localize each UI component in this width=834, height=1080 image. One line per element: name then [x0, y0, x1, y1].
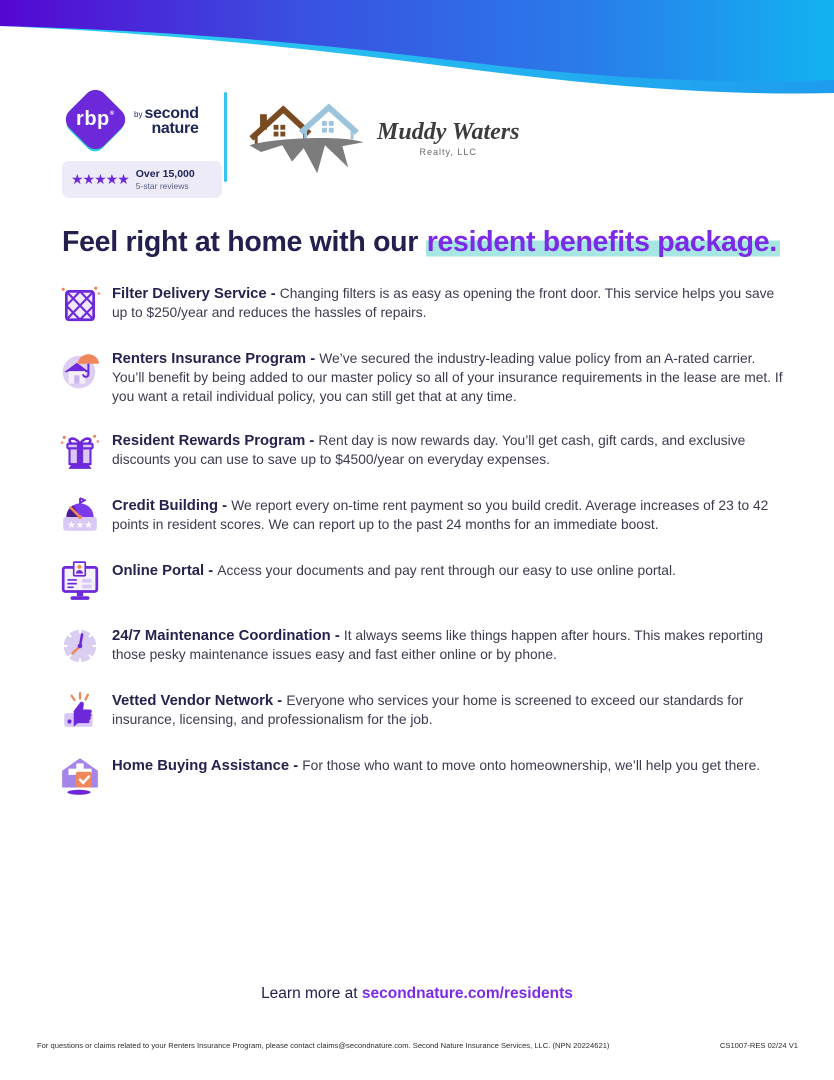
thumbs-up-icon — [59, 690, 101, 732]
doc-code: CS1007-RES 02/24 V1 — [719, 1041, 798, 1050]
rbp-logo — [62, 88, 128, 154]
benefit-description: Rent day is now rewards day. You’ll get cash, gift cards, and exclusive discounts you can use to save up to $4500/year on everyday expenses. — [112, 432, 746, 467]
benefit-separator: - — [266, 286, 280, 302]
by-label: by — [134, 110, 143, 120]
filter-icon — [59, 283, 101, 325]
second-nature-name: second nature — [144, 105, 199, 137]
benefit-online-portal — [59, 560, 783, 602]
house-check-icon — [59, 755, 101, 797]
benefit-credit-building — [59, 495, 783, 537]
reviews-count: Over 15,000 — [135, 168, 195, 180]
benefits-list — [59, 283, 783, 797]
benefit-renters-insurance — [59, 348, 783, 407]
headline-highlight: resident benefits package. — [426, 226, 780, 258]
benefit-title: Renters Insurance Program — [112, 351, 307, 367]
headline-prefix: Feel right at home with our — [62, 226, 426, 258]
brand-divider — [224, 92, 227, 182]
second-nature-wordmark — [134, 105, 199, 136]
muddy-waters-subtitle: Realty, LLC — [419, 147, 477, 157]
benefit-title: Resident Rewards Program — [112, 432, 306, 449]
benefit-separator: - — [289, 757, 303, 774]
benefit-vetted-vendor — [59, 690, 783, 732]
muddy-waters-logo — [247, 90, 519, 182]
reviews-badge — [62, 161, 222, 198]
benefit-filter-delivery — [59, 283, 783, 325]
benefit-separator: - — [330, 627, 344, 644]
muddy-waters-houses-icon — [247, 90, 369, 182]
benefit-description: We’ve secured the industry-leading value policy from an A-rated carrier. You’ll benefit by being added to our master policy so all of your insurance requirements in the lease are met. If you want a retail individual policy, you can still get that at any time. — [112, 351, 783, 404]
brand-row — [62, 88, 519, 198]
learn-more-line — [0, 985, 834, 1003]
benefit-separator: - — [305, 432, 319, 449]
benefit-description: Everyone who services your home is screened to exceed our standards for insurance, licensing, and professionalism for the job. — [112, 692, 744, 727]
rbp-logo-text: rbp® — [76, 107, 115, 130]
benefit-description: Changing filters is as easy as opening the front door. This service helps you save up to $250/year and reduces the hassles of repairs. — [112, 286, 775, 321]
benefit-home-buying — [59, 755, 783, 797]
learn-more-prefix: Learn more at — [261, 985, 362, 1002]
benefit-title: Home Buying Assistance — [112, 757, 290, 774]
benefit-separator: - — [204, 562, 218, 579]
benefit-description: For those who want to move onto homeownership, we’ll help you get there. — [302, 757, 761, 773]
muddy-waters-name: Muddy Waters — [377, 119, 520, 145]
svg-text:★★★: ★★★ — [67, 519, 93, 531]
gift-icon — [59, 430, 101, 472]
benefit-title: Filter Delivery Service — [112, 286, 267, 302]
benefit-separator: - — [306, 351, 320, 367]
benefit-resident-rewards — [59, 430, 783, 472]
fine-print: For questions or claims related to your Renters Insurance Program, please contact claims@secondnature.com. Second Nature Insurance Services, LLC. (NPN 20224621) — [37, 1041, 610, 1050]
rbp-logo-block — [62, 88, 222, 198]
benefit-title: Online Portal — [112, 562, 205, 579]
benefit-separator: - — [273, 692, 287, 709]
credit-gauge-icon — [59, 495, 101, 537]
benefit-title: Vetted Vendor Network — [112, 692, 274, 709]
benefit-description: It always seems like things happen after hours. This makes reporting those pesky maintenance issues easy and fast either online or by phone. — [112, 627, 764, 662]
benefit-title: Credit Building — [112, 497, 219, 514]
benefit-description: We report every on-time rent payment so you build credit. Average increases of 23 to 42 points in resident scores. We can report up to the past 24 months for an immediate boost. — [112, 497, 769, 532]
benefit-separator: - — [218, 497, 232, 514]
reviews-label: 5-star reviews — [135, 181, 189, 191]
rbp-logo-purple-diamond — [61, 85, 130, 154]
umbrella-house-icon — [59, 348, 101, 390]
learn-more-link[interactable]: secondnature.com/residents — [361, 985, 573, 1002]
clock-icon — [59, 625, 101, 667]
benefit-description: Access your documents and pay rent through our easy to use online portal. — [217, 562, 676, 578]
five-stars-icon: ★★★★★ — [71, 171, 129, 187]
online-portal-icon — [59, 560, 101, 602]
page-title — [62, 226, 798, 259]
benefit-maintenance-coordination — [59, 625, 783, 667]
benefit-title: 24/7 Maintenance Coordination — [112, 627, 331, 644]
